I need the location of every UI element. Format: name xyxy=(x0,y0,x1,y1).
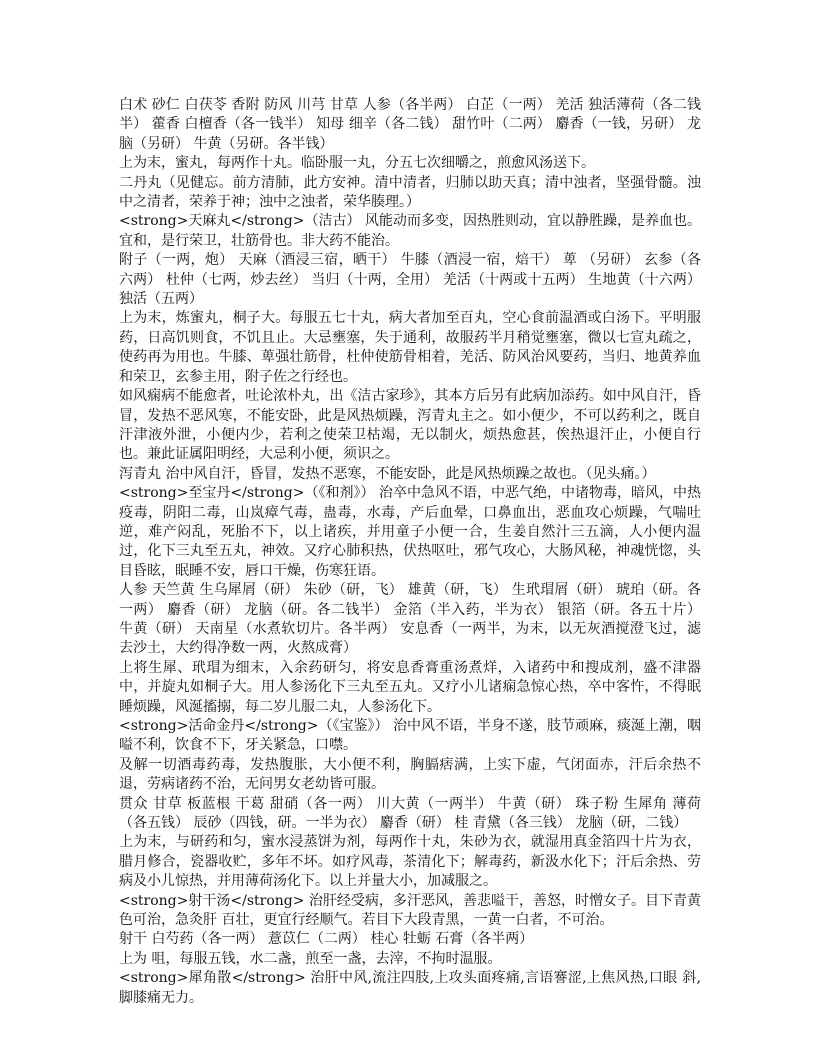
recipe-heading-huoming: <strong>活命金丹</strong>（《宝鉴》） 治中风不语，半身不遂，肢节顽麻，痰涎上潮，咽嗌不利，饮食不下，牙关紧急，口噤。 xyxy=(119,718,701,754)
note-paragraph: 及解一切酒毒药毒，发热腹胀，大小便不利，胸膈痞满，上实下虚，气闭面赤，汗后余热不退，劳病诸药不治，无问男女老幼皆可服。 xyxy=(119,756,701,793)
ingredient-list: 人参 天竺黄 生乌犀屑（研） 朱砂（研，飞） 雄黄（研，飞） 生玳瑁屑（研） 琥珀（研。各一两） 麝香（研） 龙脑（研。各二钱半） 金箔（半入药，半为衣） 银箔（研。各五十片） 牛黄（研） 天南星（水煮软切片。各半两） 安息香（一两半，为末，以无灰酒搅澄飞过，滤去沙土，大约得净数一两，火熬成膏） xyxy=(119,582,701,657)
preparation-text: 上将生犀、玳瑁为细末，入余药研匀，将安息香膏重汤煮烊，入诸药中和搜成剂，盛不津器中，并旋丸如桐子大。用人参汤化下三丸至五丸。又疗小儿诸痫急惊心热，卒中客忤，不得眠睡烦躁，风涎搐搦，每二岁儿服二丸，人参汤化下。 xyxy=(119,659,701,715)
ingredient-list: 射干 白芍药（各一两） 薏苡仁（二两） 桂心 牡蛎 石膏（各半两） xyxy=(119,931,534,948)
recipe-heading-zhibao: <strong>至宝丹</strong>（《和剂》） 治卒中急风不语，中恶气绝，中诸物毒，暗风，中热疫毒，阴阳二毒，山岚瘴气毒，蛊毒，水毒，产后血晕，口鼻血出，恶血攻心烦躁，气喘吐逆，难产闷乱，死胎不下，以上诸疾，并用童子小便一合，生姜自然汁三五滴，人小便内温过，化下三丸至五丸，神效。又疗心肺积热，伏热呕吐，邪气攻心，大肠风秘，神魂恍惚，头目昏眩，眠睡不安，唇口干燥，伤寒狂语。 xyxy=(119,485,701,579)
preparation-text: 上为末，蜜丸，每两作十丸。临卧服一丸，分五七次细嚼之，煎愈风汤送下。 xyxy=(119,155,595,172)
ingredient-list: 贯众 甘草 板蓝根 干葛 甜硝（各一两） 川大黄（一两半） 牛黄（研） 珠子粉 生犀角 薄荷（各五钱） 辰砂（四钱，研。一半为衣） 麝香（研） 桂 青黛（各三钱） 龙脑（研，二钱） xyxy=(119,795,701,832)
note-paragraph: 如风痫病不能愈者，吐论浓朴丸，出《洁古家珍》，其本方后另有此病加添药。如中风自汗，昏冒，发热不恶风寒，不能安卧，此是风热烦躁，泻青丸主之。如小便少，不可以药利之，既自汗津液外泄，小便内少，若利之使荣卫枯竭，无以制火，烦热愈甚，俟热退汗止，小便自行也。兼此证属阳明经，大忌利小便，须识之。 xyxy=(119,388,701,463)
ingredient-list: 附子（一两，炮） 天麻（酒浸三宿，晒干） 牛膝（酒浸一宿，焙干） 萆 （另研） 玄参（各六两） 杜仲（七两，炒去丝） 当归（十两，全用） 羌活（十两或十五两） 生地黄（十六两） 独活（五两） xyxy=(119,252,701,308)
preparation-text: 上为 咀，每服五钱，水二盏，煎至一盏，去滓，不拘时温服。 xyxy=(119,950,502,967)
preparation-text: 上为末，与研药和匀，蜜水浸蒸饼为剂，每两作十丸，朱砂为衣，就湿用真金箔四十片为衣，腊月修合，瓷器收贮，多年不坏。如疗风毒，茶清化下；解毒药，新汲水化下；汗后余热、劳病及小儿惊热，并用薄荷汤化下。以上并量大小，加减服之。 xyxy=(119,834,701,890)
recipe-heading-shegan: <strong>射干汤</strong> 治肝经受病，多汗恶风，善悲嗌干，善怒，时憎女子。目下青黄色可治，急灸肝 百壮，更宜行经顺气。若目下大段青黑，一黄一白者，不可治。 xyxy=(119,892,701,929)
document-page xyxy=(119,96,701,1008)
ingredient-list: 白术 砂仁 白茯苓 香附 防风 川芎 甘草 人参（各半两） 白芷（一两） 羌活 独活薄荷（各二钱半） 藿香 白檀香（各一钱半） 知母 细辛（各二钱） 甜竹叶（二两） 麝香（一钱，另研） 龙脑（另研） 牛黄（另研。各半钱） xyxy=(119,97,701,152)
recipe-heading-xijiao: <strong>犀角散</strong> 治肝中风,流注四肢,上攻头面疼痛,言语謇涩,上焦风热,口眼 斜,脚膝痛无力。 xyxy=(119,970,701,1006)
note-paragraph: 二丹丸（见健忘。前方清肺，此方安神。清中清者，归肺以助天真；清中浊者，坚强骨髓。浊中之清者，荣养于神；浊中之浊者，荣华腠理。） xyxy=(119,174,701,211)
preparation-text: 上为末，炼蜜丸，桐子大。每服五七十丸，病大者加至百丸，空心食前温酒或白汤下。平明服药，日高饥则食，不饥且止。大忌壅塞，失于通利，故服药半月稍觉壅塞，微以七宣丸疏之，使药再为用也。牛膝、萆强壮筋骨，杜仲使筋骨相着，羌活、防风治风要药，当归、地黄养血和荣卫，玄参主用，附子佐之行经也。 xyxy=(119,310,701,385)
note-paragraph: 泻青丸 治中风自汗，昏冒，发热不恶寒，不能安卧，此是风热烦躁之故也。（见头痛。） xyxy=(119,465,656,482)
recipe-heading-tianma: <strong>天麻丸</strong>（洁古） 风能动而多变，因热胜则动，宜以静胜躁，是养血也。宜和，是行荣卫，壮筋骨也。非大药不能治。 xyxy=(119,213,701,249)
